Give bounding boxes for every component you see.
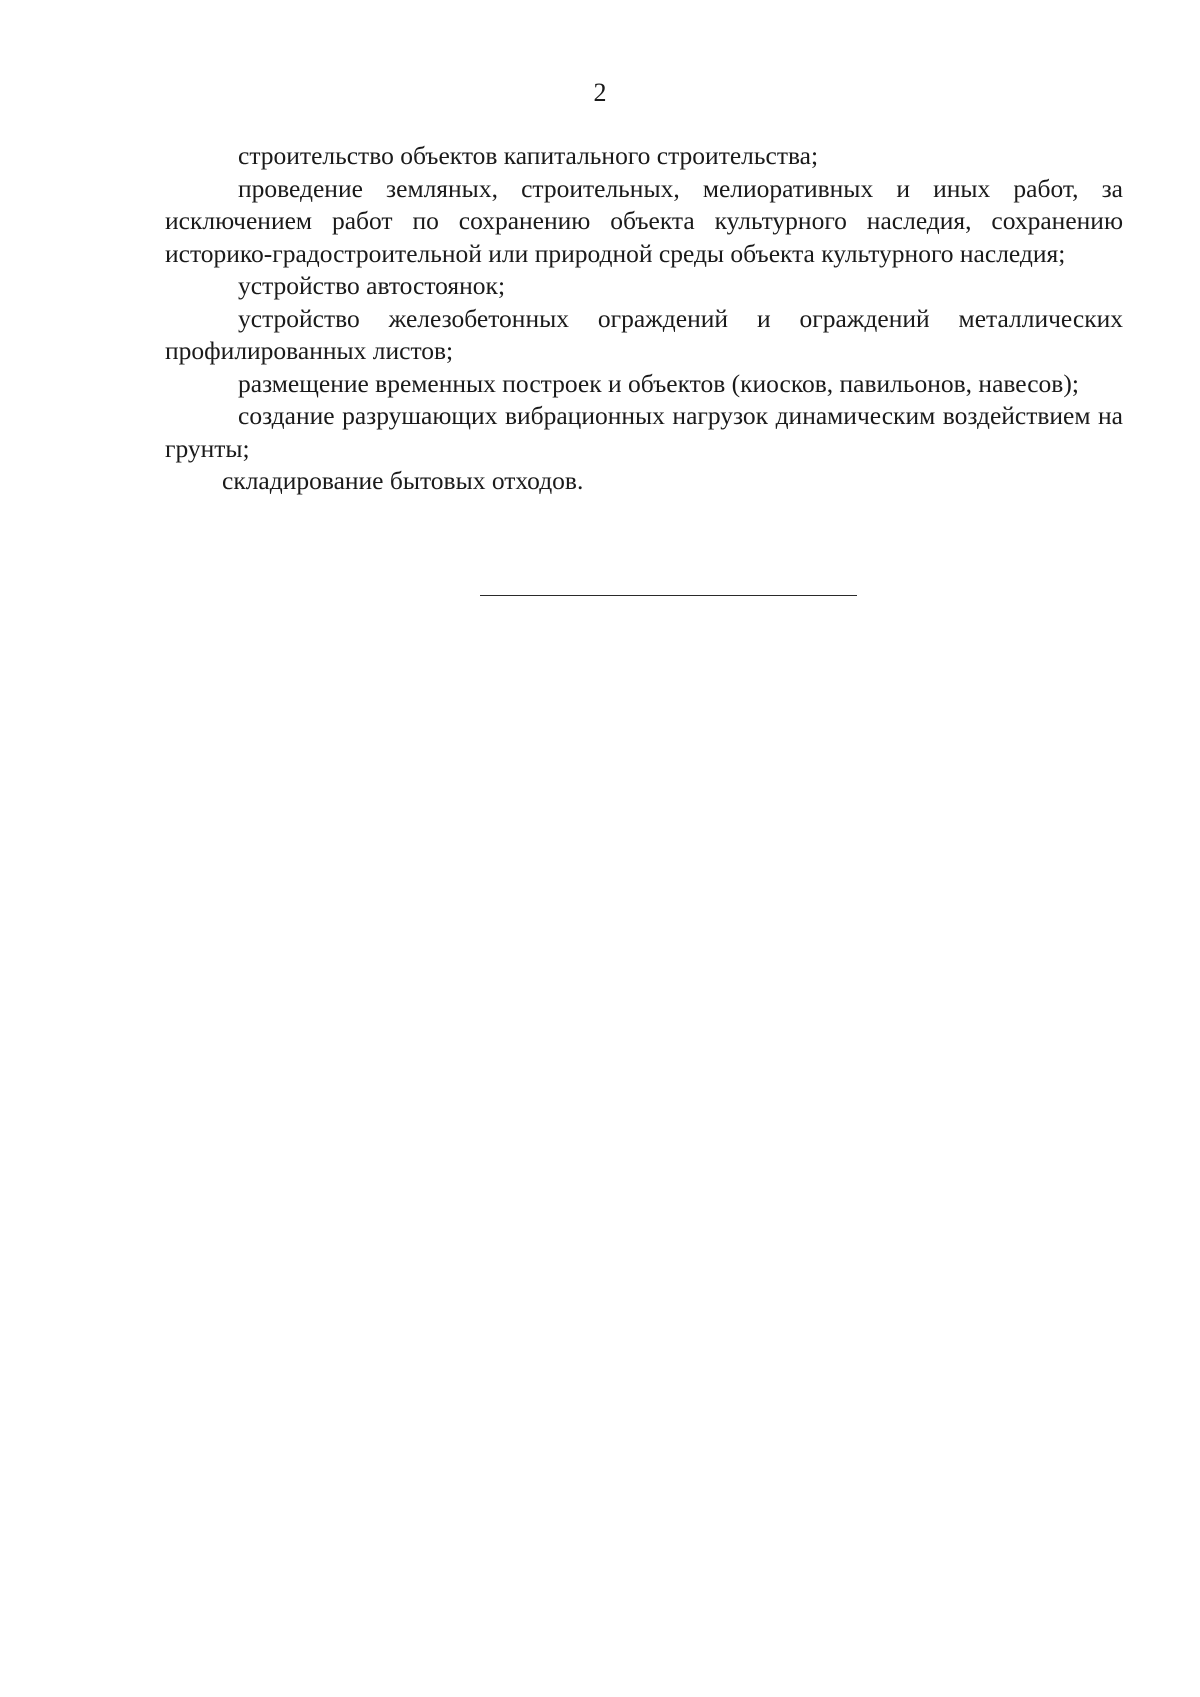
paragraph: устройство автостоянок; [238, 271, 506, 300]
paragraph: устройство железобетонных ограждений и ограждений металлических профилированных листов; [165, 303, 1123, 365]
end-of-document-rule [480, 595, 857, 596]
paragraph: складирование бытовых отходов. [222, 466, 584, 495]
paragraph: создание разрушающих вибрационных нагрузок динамическим воздействием на грунты; [165, 401, 1123, 463]
paragraph: проведение земляных, строительных, мелиоративных и иных работ, за исключением работ по сохранению объекта культурного наследия, сохранению историко-градостроительной или природной среды объекта культурного наследия; [165, 173, 1123, 268]
paragraph: размещение временных построек и объектов (киосков, павильонов, навесов); [238, 368, 1079, 398]
page-number: 2 [593, 78, 607, 107]
document-body [165, 140, 1123, 498]
paragraph: строительство объектов капитального строительства; [238, 141, 819, 170]
